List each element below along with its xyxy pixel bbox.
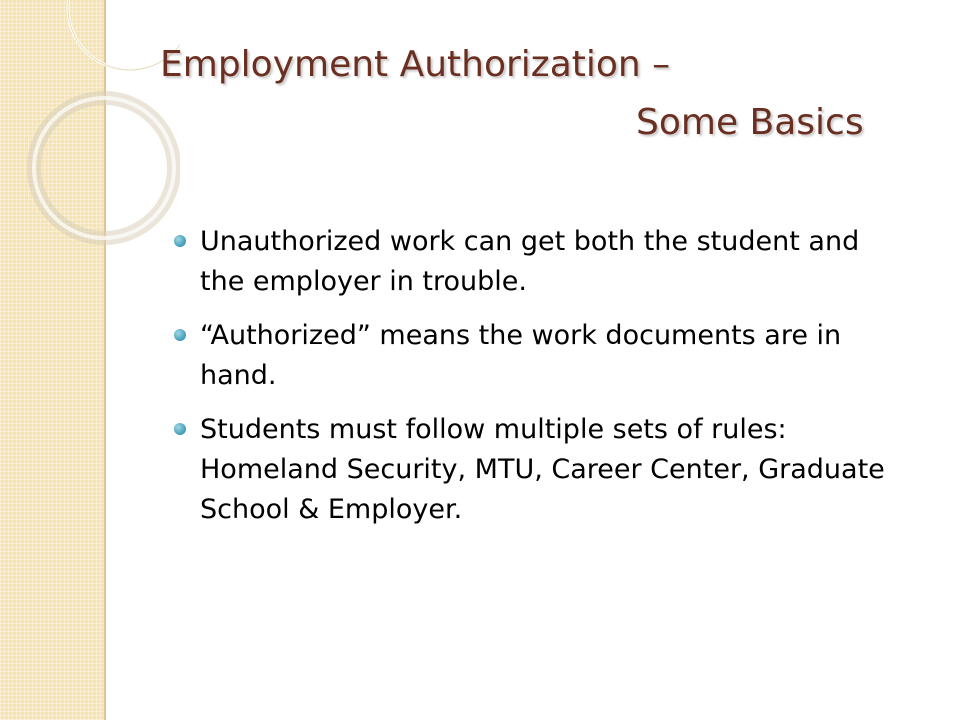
bullet-item xyxy=(170,410,890,530)
bullet-text: Students must follow multiple sets of rules: Homeland Security, MTU, Career Center, Graduate School & Employer. xyxy=(200,414,885,525)
title-line-2: Some Basics xyxy=(636,102,864,143)
slide-title xyxy=(160,36,920,152)
bullet-item xyxy=(170,316,890,396)
bullet-text: Unauthorized work can get both the student and the employer in trouble. xyxy=(200,226,860,297)
bullet-text: “Authorized” means the work documents are in hand. xyxy=(200,320,842,391)
decorative-rings-icon xyxy=(0,0,180,260)
bullet-dot-icon xyxy=(174,235,186,247)
bullet-item xyxy=(170,222,890,302)
bullet-dot-icon xyxy=(174,329,186,341)
bullet-dot-icon xyxy=(174,423,186,435)
title-line-1: Employment Authorization – xyxy=(160,44,671,85)
bullet-list xyxy=(170,222,890,544)
